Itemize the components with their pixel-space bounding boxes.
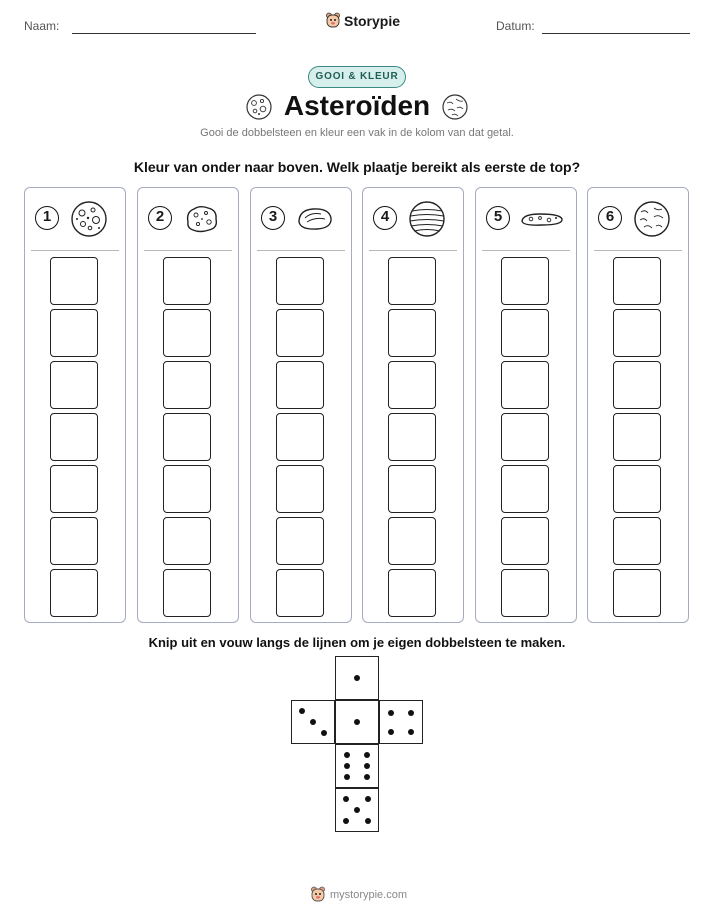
- color-box[interactable]: [501, 465, 549, 513]
- color-box[interactable]: [163, 257, 211, 305]
- storypie-mascot-icon: [325, 12, 341, 29]
- pip: [364, 774, 370, 780]
- color-box[interactable]: [276, 257, 324, 305]
- pip: [364, 763, 370, 769]
- pip: [408, 710, 414, 716]
- column-2: [137, 187, 239, 623]
- column-6: [587, 187, 689, 623]
- pip: [388, 729, 394, 735]
- color-box[interactable]: [163, 569, 211, 617]
- color-box[interactable]: [388, 465, 436, 513]
- column-5: [475, 187, 577, 623]
- color-box[interactable]: [388, 361, 436, 409]
- color-box[interactable]: [388, 413, 436, 461]
- page-title: Asteroïden: [283, 90, 431, 121]
- color-box[interactable]: [50, 361, 98, 409]
- color-box[interactable]: [501, 517, 549, 565]
- color-box[interactable]: [50, 257, 98, 305]
- date-line[interactable]: [542, 33, 690, 34]
- column-number: 4: [373, 206, 397, 230]
- color-box[interactable]: [50, 413, 98, 461]
- die-face-one[interactable]: [335, 700, 379, 744]
- pip: [354, 719, 360, 725]
- pip: [354, 807, 360, 813]
- die-face-five[interactable]: [335, 788, 379, 832]
- color-box[interactable]: [388, 517, 436, 565]
- pip: [299, 708, 305, 714]
- die-face-one[interactable]: [335, 656, 379, 700]
- pip: [343, 818, 349, 824]
- pip: [364, 752, 370, 758]
- color-box[interactable]: [163, 309, 211, 357]
- color-box[interactable]: [163, 413, 211, 461]
- color-box[interactable]: [388, 309, 436, 357]
- color-box[interactable]: [163, 361, 211, 409]
- column-number: 3: [261, 206, 285, 230]
- column-4: [362, 187, 464, 623]
- color-box[interactable]: [501, 361, 549, 409]
- coloring-instruction: Kleur van onder naar boven. Welk plaatje bereikt als eerste de top?: [133, 159, 581, 175]
- brand-name: Storypie: [344, 12, 401, 29]
- pip: [388, 710, 394, 716]
- column-number: 6: [598, 206, 622, 230]
- column-3: [250, 187, 352, 623]
- storypie-logo: [325, 12, 400, 29]
- color-box[interactable]: [613, 257, 661, 305]
- color-box[interactable]: [276, 413, 324, 461]
- color-box[interactable]: [163, 517, 211, 565]
- color-box[interactable]: [613, 309, 661, 357]
- round-asteroid-icon: [632, 200, 672, 238]
- color-box[interactable]: [276, 309, 324, 357]
- flat-asteroid-icon: [520, 200, 564, 238]
- color-box[interactable]: [276, 465, 324, 513]
- color-box[interactable]: [388, 257, 436, 305]
- oval-asteroid-icon: [295, 200, 335, 238]
- color-box[interactable]: [501, 309, 549, 357]
- color-box[interactable]: [501, 257, 549, 305]
- color-box[interactable]: [501, 413, 549, 461]
- title-asteroid-right-icon: [441, 93, 469, 121]
- color-box[interactable]: [388, 569, 436, 617]
- color-box[interactable]: [613, 413, 661, 461]
- storypie-mascot-icon: [310, 886, 326, 903]
- die-instruction: Knip uit en vouw langs de lijnen om je eigen dobbelsteen te maken.: [148, 635, 566, 650]
- subtitle: Gooi de dobbelsteen en kleur een vak in de kolom van dat getal.: [200, 127, 514, 139]
- pip: [321, 730, 327, 736]
- color-box[interactable]: [276, 569, 324, 617]
- color-box[interactable]: [613, 361, 661, 409]
- color-box[interactable]: [276, 517, 324, 565]
- pip: [344, 774, 350, 780]
- pip: [344, 752, 350, 758]
- column-number: 2: [148, 206, 172, 230]
- die-face-three[interactable]: [291, 700, 335, 744]
- pip: [365, 818, 371, 824]
- activity-badge: GOOI & KLEUR: [308, 66, 406, 88]
- date-label: Datum:: [496, 19, 535, 33]
- color-box[interactable]: [50, 309, 98, 357]
- column-number: 5: [486, 206, 510, 230]
- pip: [365, 796, 371, 802]
- color-box[interactable]: [163, 465, 211, 513]
- color-box[interactable]: [50, 569, 98, 617]
- die-face-six[interactable]: [335, 744, 379, 788]
- color-box[interactable]: [613, 517, 661, 565]
- footer: [310, 886, 407, 903]
- color-box[interactable]: [50, 517, 98, 565]
- color-box[interactable]: [501, 569, 549, 617]
- column-1: [24, 187, 126, 623]
- striped-asteroid-icon: [407, 200, 447, 238]
- pip: [344, 763, 350, 769]
- die-face-four[interactable]: [379, 700, 423, 744]
- pip: [354, 675, 360, 681]
- name-line[interactable]: [72, 33, 256, 34]
- pip: [408, 729, 414, 735]
- footer-url[interactable]: mystorypie.com: [330, 888, 408, 901]
- pip: [343, 796, 349, 802]
- cratered-asteroid-icon: [69, 200, 109, 238]
- color-box[interactable]: [613, 569, 661, 617]
- column-number: 1: [35, 206, 59, 230]
- lumpy-asteroid-icon: [182, 200, 222, 238]
- pip: [310, 719, 316, 725]
- name-label: Naam:: [24, 19, 60, 33]
- color-box[interactable]: [276, 361, 324, 409]
- color-box[interactable]: [613, 465, 661, 513]
- color-box[interactable]: [50, 465, 98, 513]
